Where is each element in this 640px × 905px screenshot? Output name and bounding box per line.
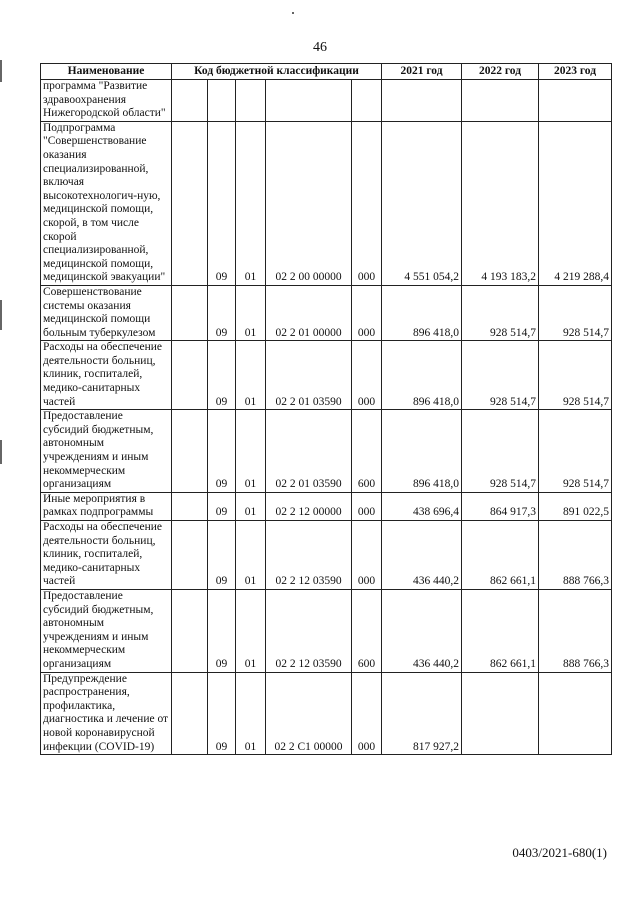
table-row [41, 672, 612, 755]
amount-2022: 928 514,7 [462, 341, 539, 410]
blank-cell [172, 341, 208, 410]
header-code: Код бюджетной классификации [172, 64, 382, 80]
amount-2022 [462, 672, 539, 755]
code-expense-type [352, 80, 382, 122]
code-section: 09 [208, 121, 236, 285]
code-subsection: 01 [236, 589, 266, 672]
code-expense-type: 600 [352, 589, 382, 672]
amount-2022: 928 514,7 [462, 410, 539, 493]
code-target-article: 02 2 00 00000 [266, 121, 352, 285]
amount-2022 [462, 80, 539, 122]
scan-edge-mark [0, 440, 2, 464]
code-section: 09 [208, 410, 236, 493]
code-expense-type: 000 [352, 672, 382, 755]
blank-cell [172, 672, 208, 755]
row-name: Подпрограмма "Совершенствование оказания специализированной, включая высокотехнологич-ную, медицинской помощи, скорой, в том числе скорой специализированной, медицинской помощи, медицинской эвакуации" [41, 121, 172, 285]
code-target-article: 02 2 12 00000 [266, 492, 352, 520]
amount-2023 [539, 672, 612, 755]
header-2023: 2023 год [539, 64, 612, 80]
header-2022: 2022 год [462, 64, 539, 80]
row-name: Расходы на обеспечение деятельности больниц, клиник, госпиталей, медико-санитарных частей [41, 521, 172, 590]
table-row [41, 492, 612, 520]
code-expense-type: 000 [352, 341, 382, 410]
table-row [41, 80, 612, 122]
amount-2022: 862 661,1 [462, 589, 539, 672]
header-name: Наименование [41, 64, 172, 80]
amount-2022: 4 193 183,2 [462, 121, 539, 285]
blank-cell [172, 410, 208, 493]
amount-2022: 862 661,1 [462, 521, 539, 590]
amount-2021: 896 418,0 [382, 410, 462, 493]
amount-2021: 817 927,2 [382, 672, 462, 755]
amount-2023: 4 219 288,4 [539, 121, 612, 285]
code-target-article: 02 2 01 00000 [266, 285, 352, 340]
amount-2021: 4 551 054,2 [382, 121, 462, 285]
code-section [208, 80, 236, 122]
table-row [41, 121, 612, 285]
amount-2023: 928 514,7 [539, 410, 612, 493]
amount-2023 [539, 80, 612, 122]
blank-cell [172, 121, 208, 285]
code-subsection [236, 80, 266, 122]
amount-2021 [382, 80, 462, 122]
row-name: программа "Развитие здравоохранения Нижегородской области" [41, 80, 172, 122]
code-expense-type: 000 [352, 521, 382, 590]
table-row [41, 410, 612, 493]
budget-table [40, 63, 612, 755]
code-subsection: 01 [236, 492, 266, 520]
code-subsection: 01 [236, 410, 266, 493]
amount-2021: 896 418,0 [382, 341, 462, 410]
amount-2021: 438 696,4 [382, 492, 462, 520]
code-target-article: 02 2 01 03590 [266, 410, 352, 493]
code-section: 09 [208, 521, 236, 590]
blank-cell [172, 492, 208, 520]
amount-2022: 864 917,3 [462, 492, 539, 520]
scan-edge-mark [0, 300, 2, 330]
scan-edge-mark [0, 60, 2, 82]
amount-2022: 928 514,7 [462, 285, 539, 340]
code-section: 09 [208, 492, 236, 520]
amount-2021: 436 440,2 [382, 589, 462, 672]
table-row [41, 521, 612, 590]
row-name: Иные мероприятия в рамках подпрограммы [41, 492, 172, 520]
code-target-article: 02 2 C1 00000 [266, 672, 352, 755]
row-name: Предупреждение распространения, профилактика, диагностика и лечение от новой коронавирусной инфекции (COVID-19) [41, 672, 172, 755]
row-name: Предоставление субсидий бюджетным, автономным учреждениям и иным некоммерческим организациям [41, 410, 172, 493]
scan-speck [292, 12, 294, 14]
code-section: 09 [208, 285, 236, 340]
amount-2023: 891 022,5 [539, 492, 612, 520]
document-code: 0403/2021-680(1) [512, 845, 607, 860]
blank-cell [172, 589, 208, 672]
amount-2023: 888 766,3 [539, 589, 612, 672]
row-name: Предоставление субсидий бюджетным, автономным учреждениям и иным некоммерческим организациям [41, 589, 172, 672]
code-section: 09 [208, 672, 236, 755]
row-name: Расходы на обеспечение деятельности больниц, клиник, госпиталей, медико-санитарных частей [41, 341, 172, 410]
code-section: 09 [208, 589, 236, 672]
amount-2023: 888 766,3 [539, 521, 612, 590]
code-expense-type: 000 [352, 492, 382, 520]
table-row [41, 285, 612, 340]
code-expense-type: 000 [352, 285, 382, 340]
blank-cell [172, 285, 208, 340]
code-expense-type: 600 [352, 410, 382, 493]
code-target-article: 02 2 12 03590 [266, 521, 352, 590]
table-body [41, 80, 612, 755]
code-target-article: 02 2 12 03590 [266, 589, 352, 672]
table-row [41, 341, 612, 410]
code-section: 09 [208, 341, 236, 410]
blank-cell [172, 521, 208, 590]
blank-cell [172, 80, 208, 122]
table-row [41, 589, 612, 672]
amount-2021: 436 440,2 [382, 521, 462, 590]
code-target-article [266, 80, 352, 122]
code-subsection: 01 [236, 121, 266, 285]
code-expense-type: 000 [352, 121, 382, 285]
table-header-row [41, 64, 612, 80]
code-subsection: 01 [236, 521, 266, 590]
code-subsection: 01 [236, 672, 266, 755]
header-2021: 2021 год [382, 64, 462, 80]
amount-2021: 896 418,0 [382, 285, 462, 340]
code-subsection: 01 [236, 285, 266, 340]
row-name: Совершенствование системы оказания медицинской помощи больным туберкулезом [41, 285, 172, 340]
code-subsection: 01 [236, 341, 266, 410]
code-target-article: 02 2 01 03590 [266, 341, 352, 410]
page-number: 46 [313, 40, 327, 55]
amount-2023: 928 514,7 [539, 341, 612, 410]
amount-2023: 928 514,7 [539, 285, 612, 340]
